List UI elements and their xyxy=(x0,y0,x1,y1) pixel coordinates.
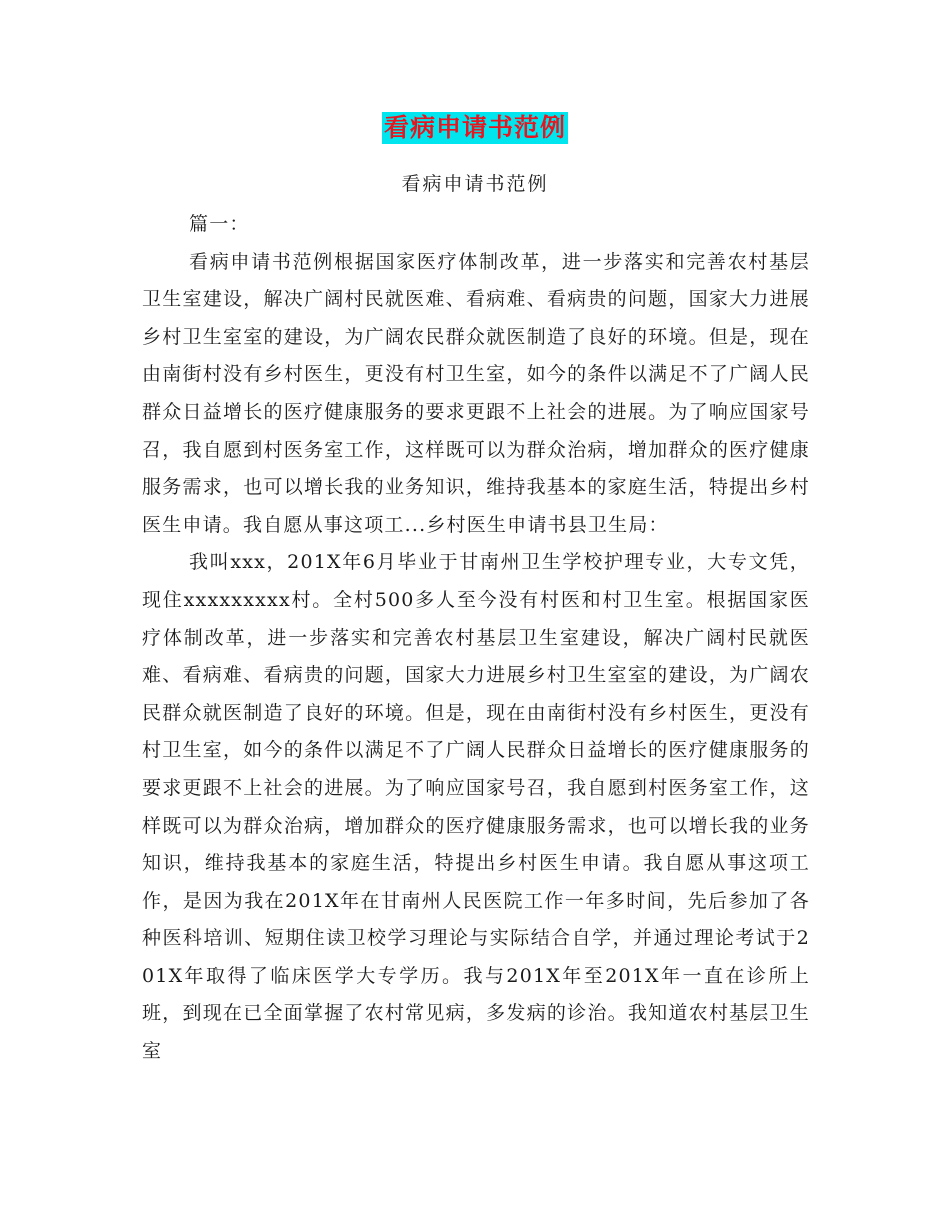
document-title: 看病申请书范例 xyxy=(383,113,566,142)
paragraph-2: 我叫xxx，201X年6月毕业于甘南州卫生学校护理专业，大专文凭，现住xxxxxxxxx村。全村500多人至今没有村医和村卫生室。根据国家医疗体制改革，进一步落实和完善农村基层卫生室建设，解决广阔村民就医难、看病难、看病贵的问题，国家大力进展乡村卫生室室的建设，为广阔农民群众就医制造了良好的环境。但是，现在由南街村没有乡村医生，更没有村卫生室，如今的条件以满足不了广阔人民群众日益增长的医疗健康服务的要求更跟不上社会的进展。为了响应国家号召，我自愿到村医务室工作，这样既可以为群众治病，增加群众的医疗健康服务需求，也可以增长我的业务知识，维持我基本的家庭生活，特提出乡村医生申请。我自愿从事这项工作，是因为我在201X年在甘南州人民医院工作一年多时间，先后参加了各种医科培训、短期住读卫校学习理论与实际结合自学，并通过理论考试于201X年取得了临床医学大专学历。我与201X年至201X年一直在诊所上班，到现在已全面掌握了农村常见病，多发病的诊治。我知道农村基层卫生室 xyxy=(142,551,810,1063)
paragraph-1: 看病申请书范例根据国家医疗体制改革，进一步落实和完善农村基层卫生室建设，解决广阔村民就医难、看病难、看病贵的问题，国家大力进展乡村卫生室室的建设，为广阔农民群众就医制造了良好的环境。但是，现在由南街村没有乡村医生，更没有村卫生室，如今的条件以满足不了广阔人民群众日益增长的医疗健康服务的要求更跟不上社会的进展。为了响应国家号召，我自愿到村医务室工作，这样既可以为群众治病，增加群众的医疗健康服务需求，也可以增长我的业务知识，维持我基本的家庭生活，特提出乡村医生申请。我自愿从事这项工...乡村医生申请书县卫生局： xyxy=(142,250,810,536)
document-subtitle: 看病申请书范例 xyxy=(401,173,549,195)
document-body xyxy=(142,206,810,1071)
title-container xyxy=(0,112,950,144)
section-heading: 篇一： xyxy=(189,213,250,235)
